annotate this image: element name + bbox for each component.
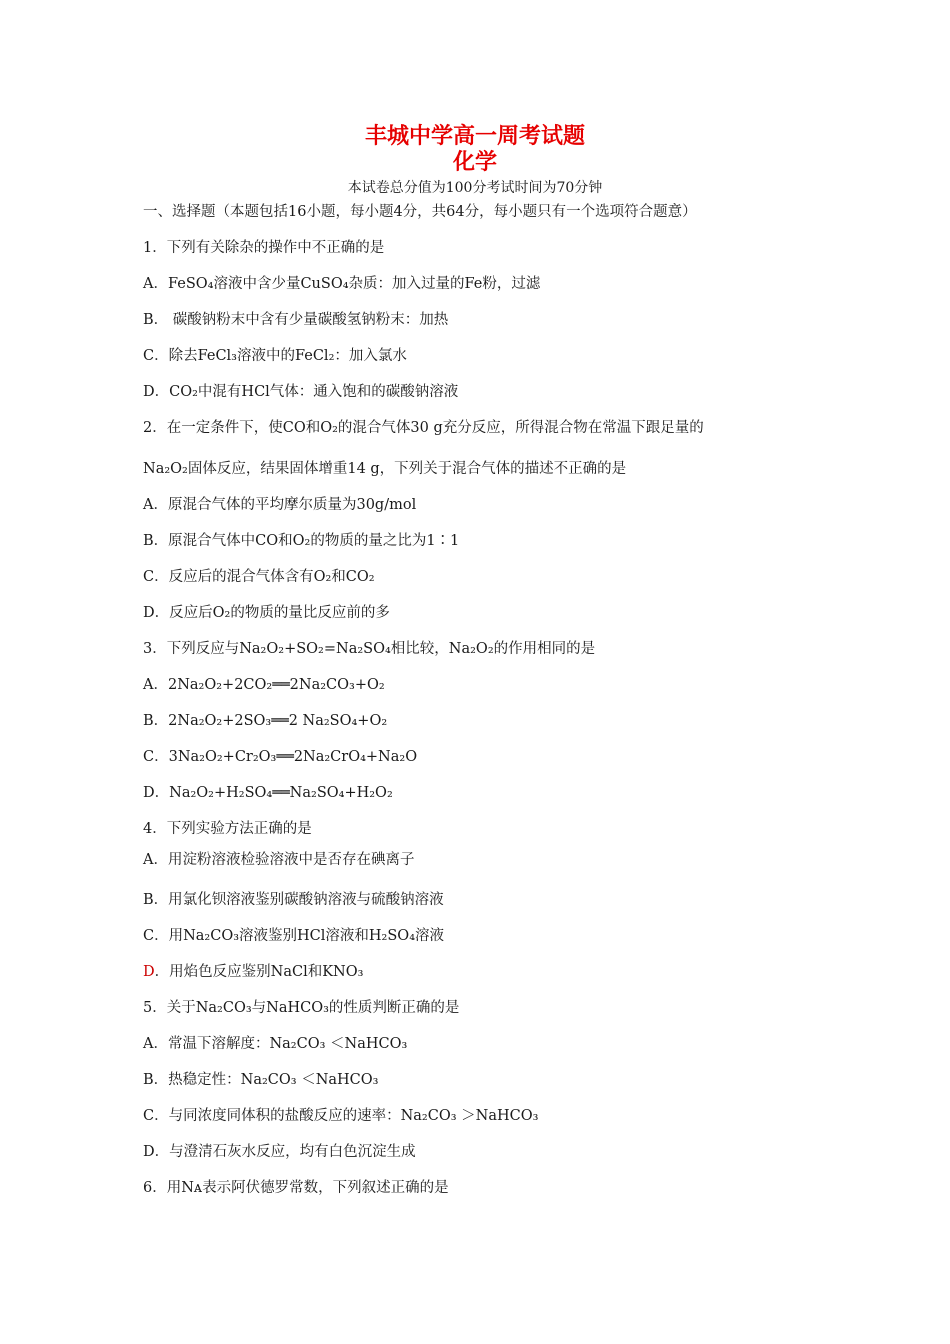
exam-info: 本试卷总分值为100分考试时间为70分钟 <box>347 180 603 196</box>
question-4-option-b: B．用氯化钡溶液鉴别碳酸钠溶液与硫酸钠溶液 <box>143 892 444 908</box>
exam-title: 丰城中学高一周考试题 <box>364 124 585 149</box>
exam-subject: 化学 <box>452 150 497 175</box>
question-3-option-d: D．Na₂O₂+H₂SO₄══Na₂SO₄+H₂O₂ <box>143 785 393 801</box>
question-2-option-b: B．原混合气体中CO和O₂的物质的量之比为1∶1 <box>143 533 460 549</box>
question-5-option-a: A．常温下溶解度：Na₂CO₃ ＜NaHCO₃ <box>143 1036 408 1052</box>
question-1-option-b: B． 碳酸钠粉末中含有少量碳酸氢钠粉末：加热 <box>143 312 449 328</box>
question-5-option-c: C．与同浓度同体积的盐酸反应的速率：Na₂CO₃ ＞NaHCO₃ <box>143 1108 539 1124</box>
question-1-option-d: D．CO₂中混有HCl气体：通入饱和的碳酸钠溶液 <box>143 384 459 400</box>
question-5-option-d: D．与澄清石灰水反应，均有白色沉淀生成 <box>143 1144 416 1160</box>
question-3-stem: 3．下列反应与Na₂O₂+SO₂=Na₂SO₄相比较，Na₂O₂的作用相同的是 <box>143 641 596 657</box>
question-3-option-c: C．3Na₂O₂+Cr₂O₃══2Na₂CrO₄+Na₂O <box>143 749 418 765</box>
question-4-option-c: C．用Na₂CO₃溶液鉴别HCl溶液和H₂SO₄溶液 <box>143 928 445 944</box>
question-2-option-a: A．原混合气体的平均摩尔质量为30g/mol <box>143 497 417 513</box>
section-heading: 一、选择题（本题包括16小题，每小题4分，共64分，每小题只有一个选项符合题意） <box>143 204 697 220</box>
question-5-stem: 5．关于Na₂CO₃与NaHCO₃的性质判断正确的是 <box>143 1000 460 1016</box>
question-1-option-a: A．FeSO₄溶液中含少量CuSO₄杂质：加入过量的Fe粉，过滤 <box>143 276 541 292</box>
question-2-option-d: D．反应后O₂的物质的量比反应前的多 <box>143 605 390 621</box>
question-2-option-c: C．反应后的混合气体含有O₂和CO₂ <box>143 569 375 585</box>
question-5-option-b: B．热稳定性：Na₂CO₃ ＜NaHCO₃ <box>143 1072 379 1088</box>
question-2-stem-continued: Na₂O₂固体反应，结果固体增重14 g，下列关于混合气体的描述不正确的是 <box>143 461 627 477</box>
question-6-stem: 6．用Nᴀ表示阿伏德罗常数，下列叙述正确的是 <box>143 1180 449 1196</box>
question-1-option-c: C．除去FeCl₃溶液中的FeCl₂：加入氯水 <box>143 348 407 364</box>
question-4-option-a: A．用淀粉溶液检验溶液中是否存在碘离子 <box>143 852 415 868</box>
question-1-stem: 1．下列有关除杂的操作中不正确的是 <box>143 240 385 256</box>
question-4-stem: 4．下列实验方法正确的是 <box>143 821 312 837</box>
question-2-stem: 2．在一定条件下，使CO和O₂的混合气体30 g充分反应，所得混合物在常温下跟足量的 <box>143 420 704 436</box>
question-3-option-a: A．2Na₂O₂+2CO₂══2Na₂CO₃+O₂ <box>143 677 385 693</box>
question-3-option-b: B．2Na₂O₂+2SO₃══2 Na₂SO₄+O₂ <box>143 713 388 729</box>
question-4-option-d: D．用焰色反应鉴别NaCl和KNO₃ <box>143 964 364 980</box>
